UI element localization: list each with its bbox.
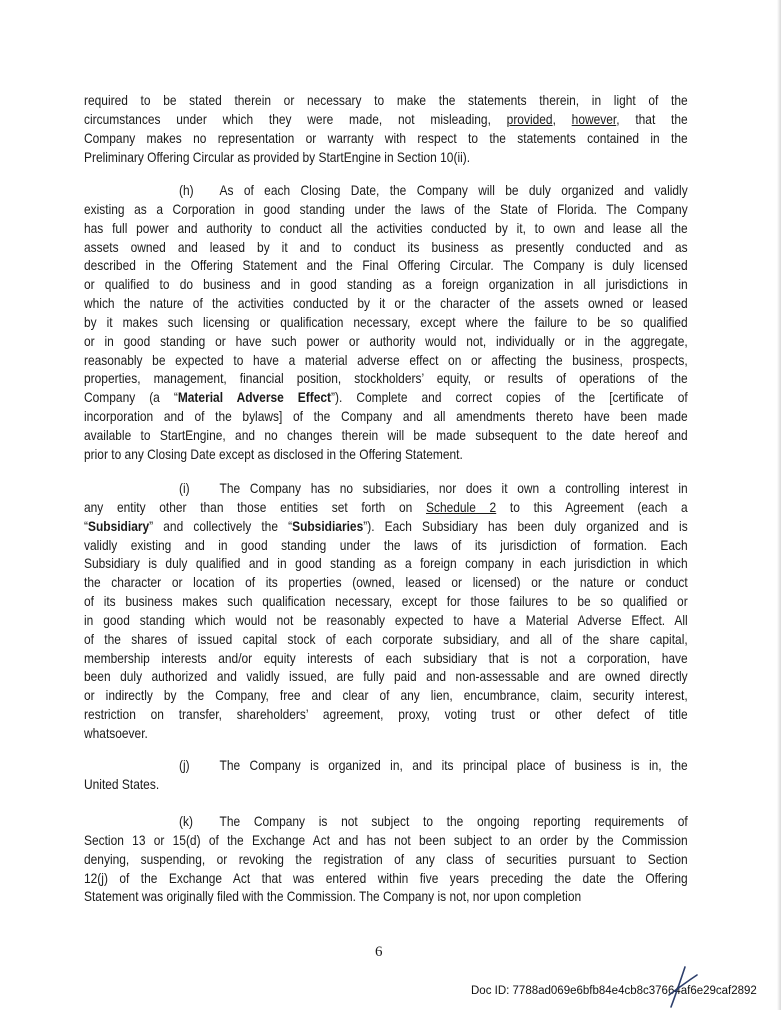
text-line bbox=[84, 333, 688, 352]
text-line bbox=[84, 92, 688, 111]
text-run: The Company is organized in, and its principal place of business is in, the bbox=[219, 758, 688, 773]
defined-term: Subsidiary bbox=[87, 518, 150, 534]
underlined-term: provided bbox=[506, 111, 553, 127]
text-run: Section 13 or 15(d) of the Exchange Act and has not been subject to an order by the Commission bbox=[84, 832, 688, 848]
section-label: (j) bbox=[179, 758, 190, 773]
section-label: (i) bbox=[179, 481, 190, 496]
text-run: , that the bbox=[616, 111, 688, 127]
text-run: As of each Closing Date, the Company will be duly organized and validly bbox=[219, 183, 688, 198]
paragraph-continuation bbox=[84, 92, 688, 167]
text-run: any entity other than those entities set forth on bbox=[84, 499, 426, 515]
text-run: membership interests and/or equity interests of each subsidiary that is not a corporation, have bbox=[84, 650, 688, 666]
text-run: described in the Offering Statement and the Final Offering Circular. The Company is duly licensed bbox=[84, 258, 688, 274]
text-line bbox=[84, 555, 688, 574]
text-line bbox=[84, 276, 688, 295]
text-run: Subsidiary is duly qualified and in good standing as a foreign company in each jurisdiction in which bbox=[84, 556, 688, 572]
text-line bbox=[84, 370, 688, 389]
text-run: to this Agreement (each a bbox=[496, 499, 688, 515]
text-run: of the shares of issued capital stock of each corporate subsidiary, and all of the share capital, bbox=[84, 631, 688, 647]
text-line bbox=[84, 631, 688, 650]
paragraph-h bbox=[84, 182, 688, 465]
text-run: has full power and authority to conduct all the activities conducted by it, to own and lease all the bbox=[84, 220, 688, 236]
text-line bbox=[84, 612, 688, 631]
text-run: ”). Each Subsidiary has been duly organized and is bbox=[363, 518, 688, 534]
text-run: , bbox=[552, 111, 572, 127]
text-line bbox=[84, 220, 688, 239]
text-line bbox=[84, 593, 688, 612]
text-line bbox=[84, 888, 688, 907]
text-run: been duly authorized and validly issued, are fully paid and non-assessable and are owned directly bbox=[84, 669, 688, 685]
text-run: Statement was originally filed with the Commission. The Company is not, nor upon completion bbox=[84, 889, 582, 905]
text-run: United States. bbox=[84, 776, 160, 792]
paragraph-i bbox=[84, 480, 688, 744]
text-line bbox=[84, 813, 688, 832]
text-line bbox=[84, 446, 688, 465]
text-run: by it makes such licensing or qualification necessary, except where the failure to be so qualified bbox=[84, 314, 688, 330]
text-line bbox=[84, 408, 688, 427]
underlined-term: Schedule 2 bbox=[425, 499, 497, 515]
page-number: 6 bbox=[375, 944, 383, 960]
text-line bbox=[84, 757, 688, 776]
text-run: 12(j) of the Exchange Act that was entered within five years preceding the date the Offering bbox=[84, 870, 688, 886]
text-line bbox=[84, 499, 688, 518]
text-line bbox=[84, 130, 688, 149]
text-run: validly existing and in good standing under the laws of its jurisdiction of formation. Each bbox=[84, 537, 688, 553]
text-line bbox=[84, 537, 688, 556]
text-line bbox=[84, 295, 688, 314]
signature-mark bbox=[663, 965, 703, 1010]
text-line bbox=[84, 257, 688, 276]
text-line bbox=[84, 518, 688, 537]
section-label: (k) bbox=[179, 814, 193, 829]
text-line bbox=[84, 650, 688, 669]
text-run: existing as a Corporation in good standing under the laws of the State of Florida. The Company bbox=[84, 201, 688, 217]
text-line bbox=[84, 427, 688, 446]
text-line bbox=[84, 314, 688, 333]
paragraph-k bbox=[84, 813, 688, 907]
underlined-term: however bbox=[571, 111, 617, 127]
text-run: or in good standing or have such power or authority would not, individually or in the aggregate, bbox=[84, 333, 688, 349]
section-label: (h) bbox=[179, 183, 194, 198]
paragraph-j bbox=[84, 757, 688, 795]
text-line bbox=[84, 201, 688, 220]
text-run: Company makes no representation or warranty with respect to the statements contained in the bbox=[84, 130, 688, 146]
text-line bbox=[84, 687, 688, 706]
text-run: available to StartEngine, and no changes therein will be made subsequent to the date hereof and bbox=[84, 427, 688, 443]
text-line bbox=[84, 870, 688, 889]
text-line bbox=[84, 111, 688, 130]
text-run: denying, suspending, or revoking the registration of any class of securities pursuant to Section bbox=[84, 851, 688, 867]
text-run: the character or location of its properties (owned, leased or licensed) or the nature or conduct bbox=[84, 575, 688, 591]
text-line bbox=[84, 832, 688, 851]
text-run: whatsoever. bbox=[84, 725, 148, 741]
text-line bbox=[84, 851, 688, 870]
text-run: or qualified to do business and in good standing as a foreign organization in all jurisdictions in bbox=[84, 277, 688, 293]
text-run: which the nature of the activities conducted by it or the character of the assets owned or leased bbox=[84, 296, 688, 312]
text-run: of its business makes such qualification necessary, except for those failures to be so qualified or bbox=[84, 594, 688, 610]
text-line bbox=[84, 389, 688, 408]
text-run: required to be stated therein or necessary to make the statements therein, in light of the bbox=[84, 93, 688, 108]
text-run: incorporation and of the bylaws] of the Company and all amendments thereto have been made bbox=[84, 409, 688, 425]
page-edge-shadow bbox=[777, 0, 781, 1010]
text-run: or indirectly by the Company, free and clear of any lien, encumbrance, claim, security interest, bbox=[84, 688, 688, 704]
text-line bbox=[84, 725, 688, 744]
text-run: in good standing which would not be reasonably expected to have a Material Adverse Effect. All bbox=[84, 612, 688, 628]
doc-id: Doc ID: 7788ad069e6bfb84e4cb8c37664af6e29caf2892 bbox=[471, 985, 757, 997]
text-run: properties, management, financial position, stockholders’ equity, or results of operations of the bbox=[84, 371, 688, 387]
text-run: The Company has no subsidiaries, nor does it own a controlling interest in bbox=[219, 481, 688, 496]
text-line bbox=[84, 149, 688, 168]
text-run: restriction on transfer, shareholders’ agreement, proxy, voting trust or other defect of title bbox=[84, 707, 688, 723]
text-run: ”). Complete and correct copies of the [certificate of bbox=[331, 390, 688, 406]
text-run: assets owned and leased by it and to conduct its business as presently conducted and as bbox=[84, 239, 688, 255]
text-run: reasonably be expected to have a material adverse effect on or affecting the business, prospects, bbox=[84, 352, 688, 368]
text-run: prior to any Closing Date except as disclosed in the Offering Statement. bbox=[84, 446, 463, 462]
text-line bbox=[84, 480, 688, 499]
text-run: circumstances under which they were made, not misleading, bbox=[84, 111, 507, 127]
text-line bbox=[84, 182, 688, 201]
text-line bbox=[84, 239, 688, 258]
text-run: Company (a “ bbox=[84, 390, 178, 406]
defined-term: Subsidiaries bbox=[292, 518, 364, 534]
text-line bbox=[84, 668, 688, 687]
defined-term: Material Adverse Effect bbox=[177, 390, 332, 406]
text-run: Preliminary Offering Circular as provided by StartEngine in Section 10(ii). bbox=[84, 149, 471, 165]
text-line bbox=[84, 574, 688, 593]
text-line bbox=[84, 706, 688, 725]
text-line bbox=[84, 776, 688, 795]
text-run: The Company is not subject to the ongoing reporting requirements of bbox=[219, 814, 688, 829]
text-run: ” and collectively the “ bbox=[149, 518, 293, 534]
text-run: “ bbox=[84, 518, 88, 534]
text-line bbox=[84, 352, 688, 371]
